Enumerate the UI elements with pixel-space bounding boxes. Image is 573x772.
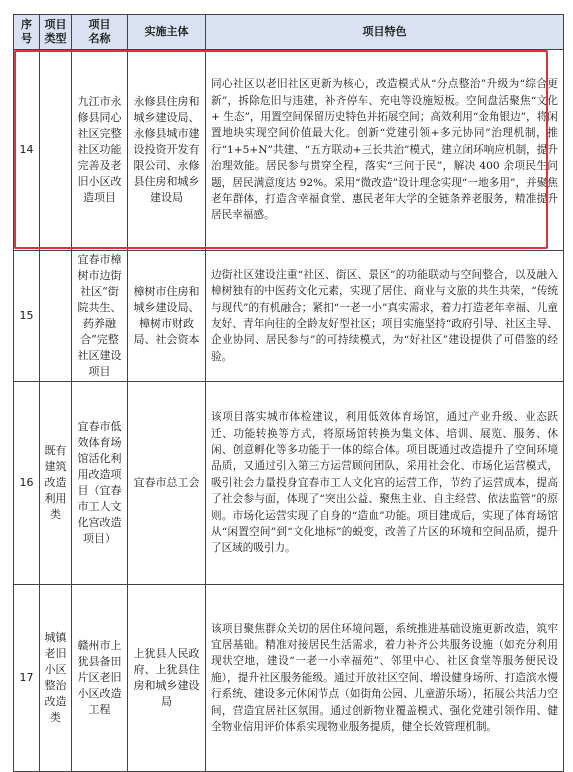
table-row — [14, 585, 564, 772]
table-row — [14, 382, 564, 585]
row-type: 城镇老旧小区整治改造类 — [40, 585, 72, 772]
header-no: 序 号 — [14, 15, 40, 50]
row-owner: 永修县住房和城乡建设局、永修县城市建设投资开发有限公司、永修县住房和城乡建设局 — [128, 50, 206, 251]
row-name: 九江市永修县同心社区完整社区功能完善及老旧小区改造项目 — [72, 50, 128, 251]
header-row — [14, 15, 564, 50]
row-number: 14 — [14, 50, 40, 251]
table-row — [14, 50, 564, 251]
row-number: 15 — [14, 251, 40, 382]
header-owner: 实施主体 — [128, 15, 206, 50]
header-feature: 项目特色 — [206, 15, 564, 50]
row-owner: 上犹县人民政府、上犹县住房和城乡建设局 — [128, 585, 206, 772]
projects-table — [13, 14, 564, 772]
row-feature: 该项目聚焦群众关切的居住环境问题，系统推进基础设施更新改造，筑牢宜居基础。精准对接居民生活需求，着力补齐公共服务设施（如充分利用现状空地，建设“一老一小幸福苑”、邻里中心、社区食堂等服务便民设施），提升社区服务能级。通过开放社区空间、增设健身场所、打造滨水慢行系统、建设多元休闲节点（如街角公园、儿童游乐场），拓展公共活力空间，营造宜居社区氛围。通过创新物业覆盖模式、强化党建引领作用、健全物业信用评价体系实现物业服务提质，健全长效管理机制。 — [206, 585, 564, 772]
row-number: 17 — [14, 585, 40, 772]
row-name: 赣州市上犹县备田片区老旧小区改造工程 — [72, 585, 128, 772]
row-type — [40, 50, 72, 251]
row-owner: 樟树市住房和城乡建设局、樟树市财政局、社会资本 — [128, 251, 206, 382]
table-row — [14, 251, 564, 382]
row-number: 16 — [14, 382, 40, 585]
header-name: 项目 名称 — [72, 15, 128, 50]
header-type: 项目 类型 — [40, 15, 72, 50]
row-owner: 宜春市总工会 — [128, 382, 206, 585]
row-type — [40, 251, 72, 382]
row-name: 宜春市樟树市边街社区“街院共生、药养融合”完整社区建设项目 — [72, 251, 128, 382]
row-type: 既有建筑改造利用类 — [40, 382, 72, 585]
row-feature: 同心社区以老旧社区更新为核心，改造模式从“分点整治”升级为“综合更新”，拆除危旧与违建，补齐停车、充电等设施短板。空间盘活聚焦“文化 + 生态”，用置空间保留历史特色并拓展空间；高效利用“金角银边”，将闲置地块实现空间价值最大化。创新“党建引领+多元协同”治理机制，推行“1+5+N”共建、“五方联动+三长共治”模式，建立闭环响应机制，提升治理效能。居民参与贯穿全程，落实“三问于民”，解决 400 余项民生问题，居民满意度达 92%。采用“微改造”设计理念实现“一地多用”，并聚焦老年群体，打造含幸福食堂、惠民老年大学的全链条养老服务，精准提升居民幸福感。 — [206, 50, 564, 251]
row-name: 宜春市低效体育场馆活化利用改造项目（宜春市工人文化宫改造项目） — [72, 382, 128, 585]
row-feature: 边街社区建设注重“社区、街区、景区”的功能联动与空间整合，以及融入樟树独有的中医药文化元素，实现了居住、商业与文旅的共生共荣，“传统与现代”的有机融合；紧扣“一老一小”真实需求，着力打造老年幸福、儿童友好、青年向往的全龄友好型社区；项目实施坚持“政府引导、社区主导、企业协同、居民参与”的可持续模式，为“好社区”建设提供了可借鉴的经验。 — [206, 251, 564, 382]
row-feature: 该项目落实城市体检建议，利用低效体育场馆，通过产业升级、业态跃迁、功能转换等方式，将原场馆转换为集文体、培训、展览、服务、休闲、创意孵化等多功能于一体的综合体。项目既通过改造提升了空间环境品质，又通过引入第三方运营顾问团队，采用社会化、市场化运营模式，吸引社会力量投身宜春市工人文化宫的运营工作，节约了运营成本，提高了社会参与面，体现了“突出公益、聚焦主业、自主经营、依法监管”的原则。市场化运营实现了自身的“造血”功能。项目建成后，实现了体育场馆从“闲置空间”到“文化地标”的蜕变，改善了片区的环境和空间品质，提升了区域的吸引力。 — [206, 382, 564, 585]
